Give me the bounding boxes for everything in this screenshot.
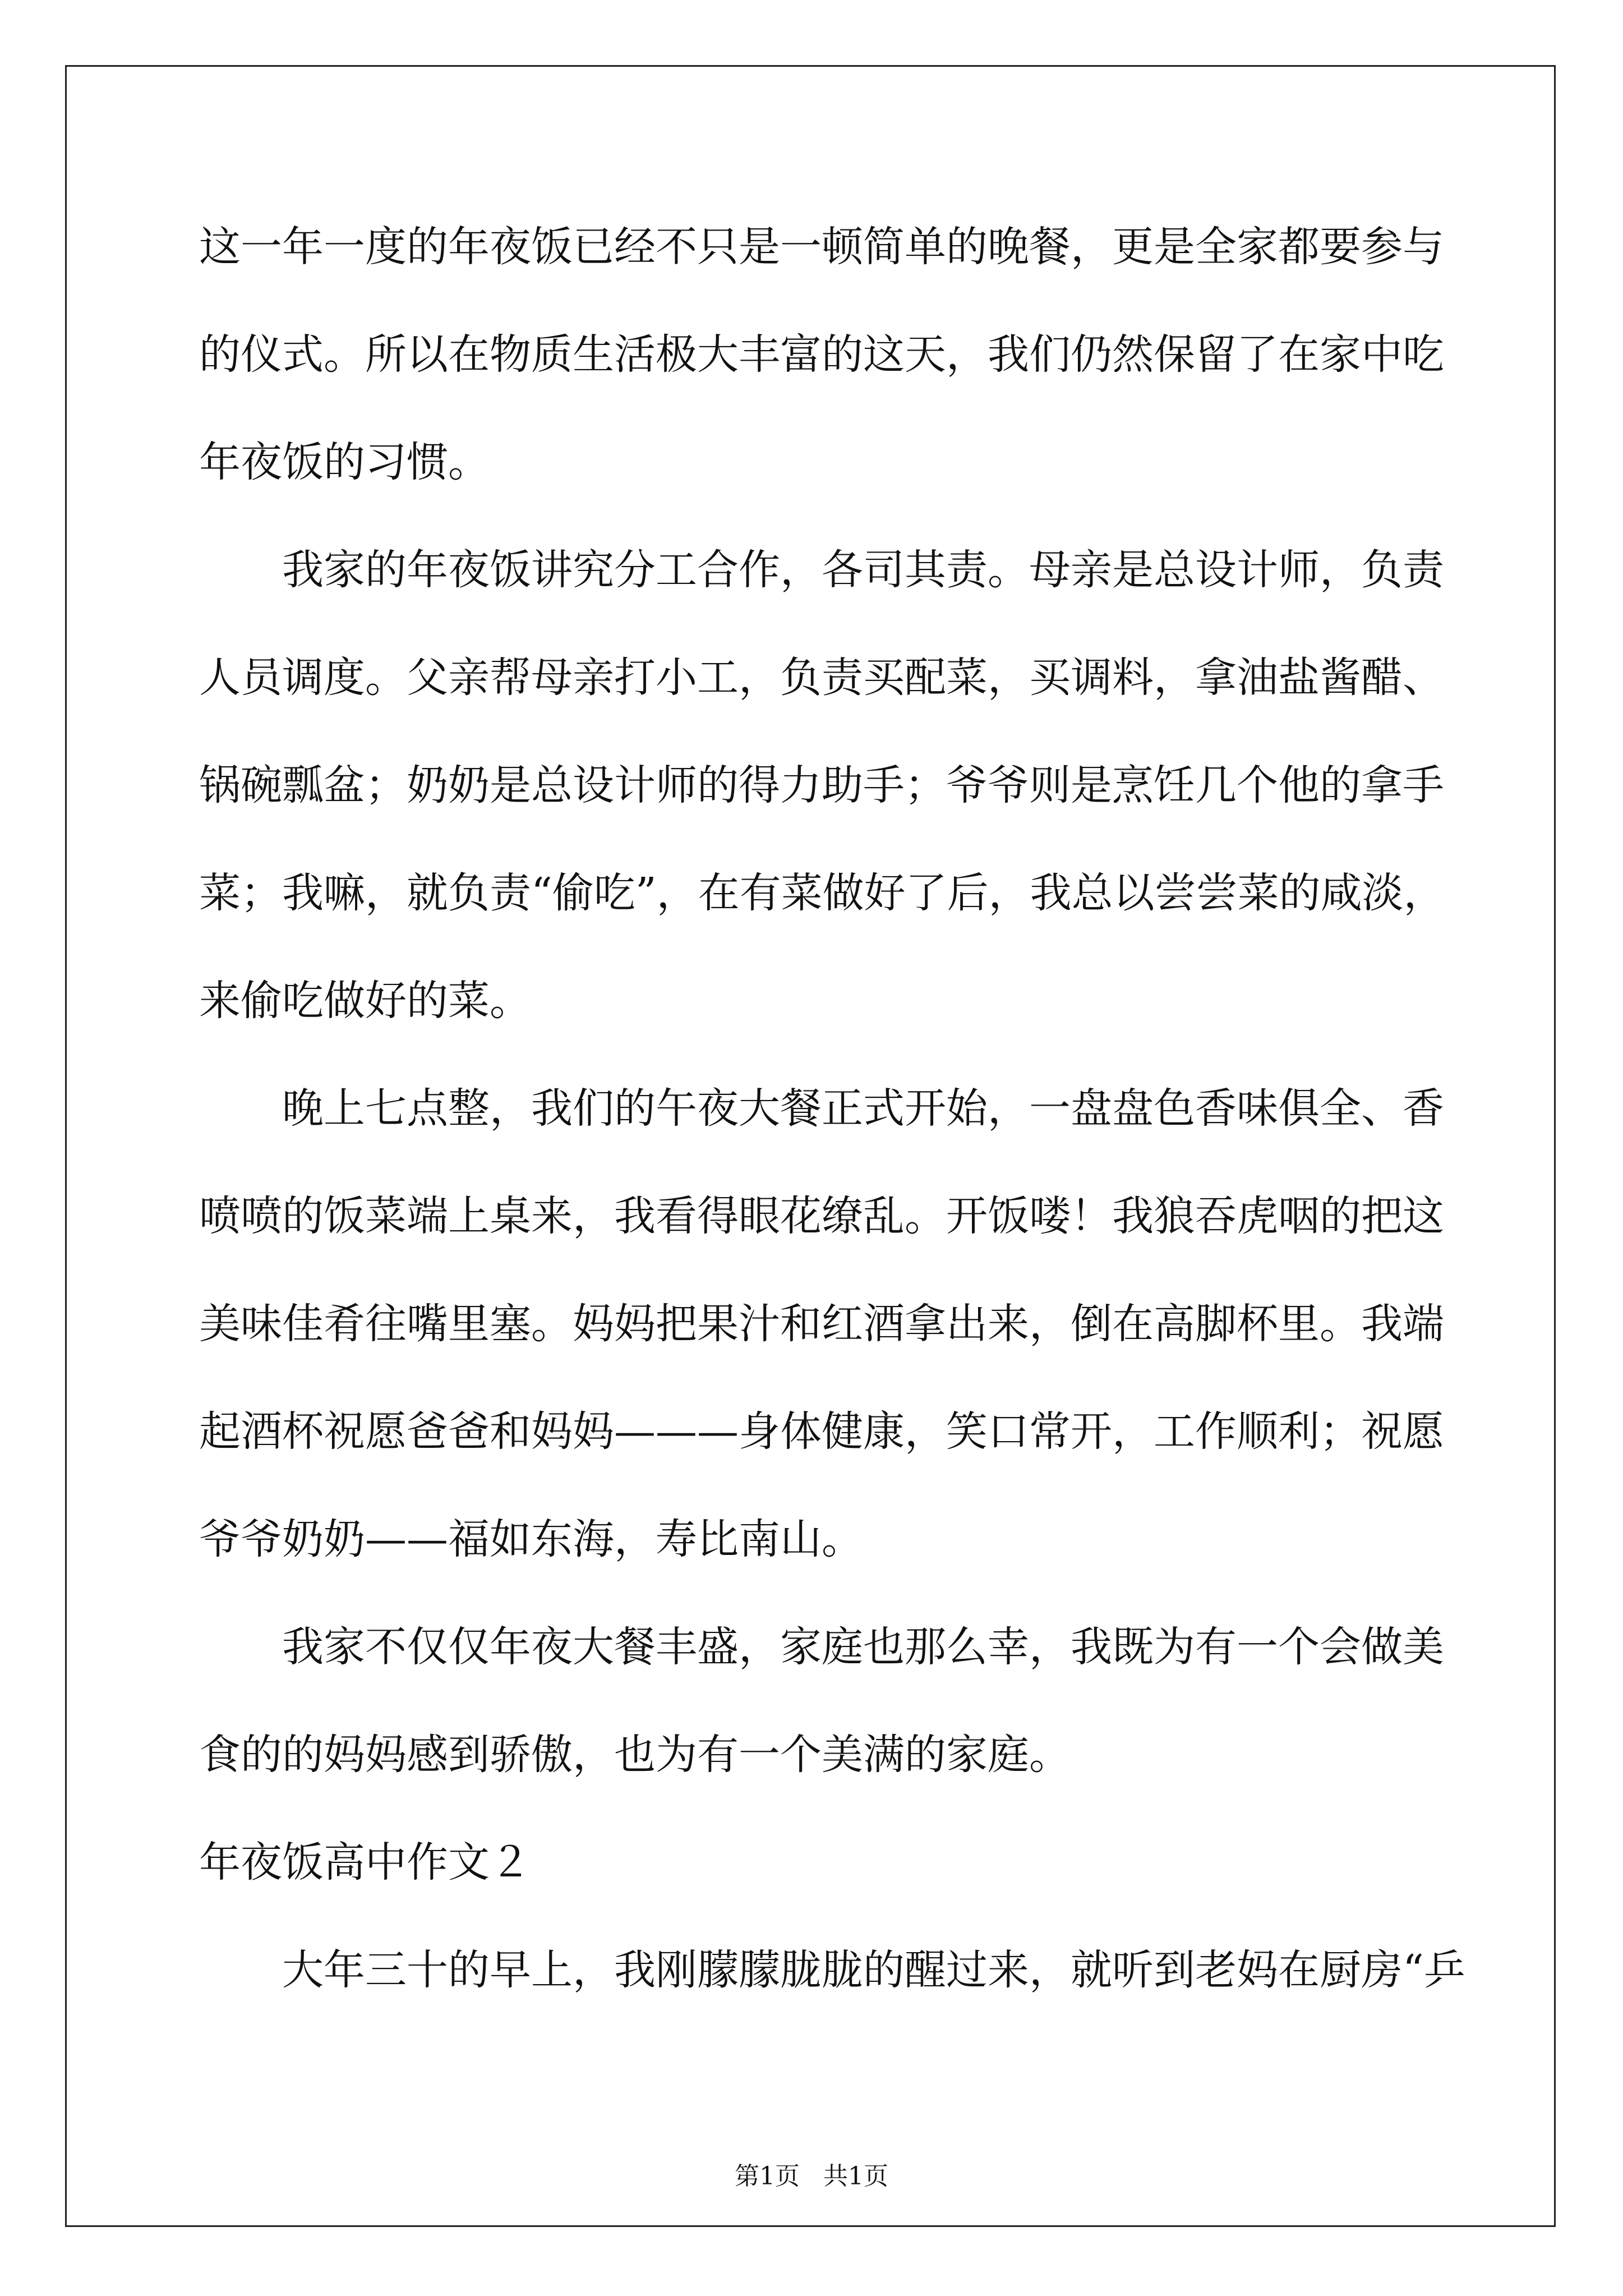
text-line: 这一年一度的年夜饭已经不只是一顿简单的晚餐，更是全家都要参与 bbox=[199, 223, 1444, 271]
text-line: 菜；我嘛，就负责“偷吃”，在有菜做好了后，我总以尝尝菜的咸淡， bbox=[199, 869, 1445, 917]
text-line: 喷喷的饭菜端上桌来，我看得眼花缭乱。开饭喽！我狼吞虎咽的把这 bbox=[199, 1192, 1444, 1240]
text-line: 大年三十的早上，我刚朦朦胧胧的醒过来，就听到老妈在厨房“乒 bbox=[199, 1946, 1465, 1994]
section-heading: 年夜饭高中作文２ bbox=[199, 1838, 531, 1887]
text-line: 起酒杯祝愿爸爸和妈妈———身体健康，笑口常开，工作顺利；祝愿 bbox=[199, 1407, 1444, 1456]
text-line: 我家不仅仅年夜大餐丰盛，家庭也那么幸，我既为有一个会做美 bbox=[199, 1623, 1444, 1671]
text-line: 锅碗瓢盆；奶奶是总设计师的得力助手；爷爷则是烹饪几个他的拿手 bbox=[199, 761, 1444, 809]
text-line: 晚上七点整，我们的午夜大餐正式开始，一盘盘色香味俱全、香 bbox=[199, 1084, 1444, 1133]
page-number-footer: 第1页 共1页 bbox=[735, 2162, 888, 2191]
text-line: 爷爷奶奶——福如东海，寿比南山。 bbox=[199, 1515, 863, 1563]
document-body bbox=[199, 213, 1465, 2044]
text-line: 人员调度。父亲帮母亲打小工，负责买配菜，买调料，拿油盐酱醋、 bbox=[199, 654, 1444, 702]
text-line: 年夜饭的习惯。 bbox=[199, 438, 490, 486]
text-line: 我家的年夜饭讲究分工合作，各司其责。母亲是总设计师，负责 bbox=[199, 546, 1444, 594]
text-line: 食的的妈妈感到骄傲，也为有一个美满的家庭。 bbox=[199, 1731, 1071, 1779]
text-line: 美味佳肴往嘴里塞。妈妈把果汁和红酒拿出来，倒在高脚杯里。我端 bbox=[199, 1300, 1444, 1348]
text-line: 来偷吃做好的菜。 bbox=[199, 977, 531, 1025]
text-line: 的仪式。所以在物质生活极大丰富的这天，我们仍然保留了在家中吃 bbox=[199, 330, 1444, 379]
